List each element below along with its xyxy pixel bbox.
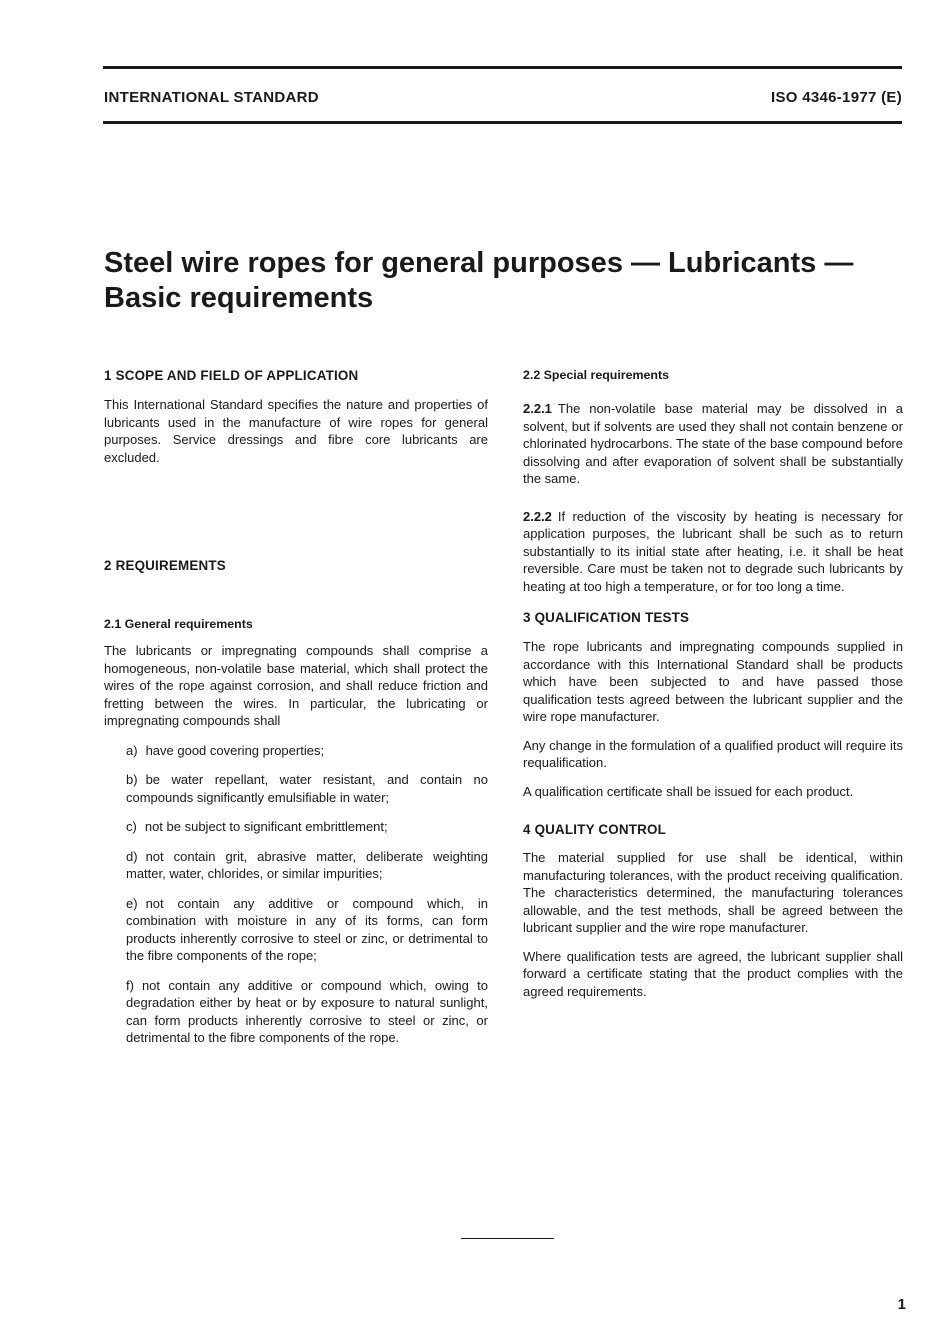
section-4-paragraph-1: The material supplied for use shall be identical, within manufacturing tolerances, with the product receiving qualification. The characteristics determined, the manufacturing tolerances allowable, and the test methods, shall be agreed between the lubricant supplier and the wire rope manufacturer.	[523, 850, 903, 935]
list-item: f) not contain any additive or compound which, owing to degradation either by heat or by exposure to natural sunlight, can form products inherently corrosive to steel or zinc, or detrimental to the fibre components of the rope.	[126, 977, 488, 1045]
section-1-text: This International Standard specifies the nature and properties of lubricants used in the manufacture of wire ropes for general purposes. Service dressings and fibre core lubricants are excluded.	[104, 397, 488, 465]
list-item: c) not be subject to significant embrittlement;	[126, 819, 388, 834]
list-item: d) not contain grit, abrasive matter, deliberate weighting matter, water, chlorides, or similar impurities;	[126, 848, 488, 881]
standard-number: ISO 4346-1977 (E)	[770, 89, 902, 106]
section-2-2-2-text: 2.2.2 If reduction of the viscosity by heating is necessary for application purposes, the lubricant shall be such as to return substantially to its initial state after heating, i.e. it shall be heat reversible. Care must be taken not to degrade such lubricants by heating at too high a temperature, or for too long a time.	[523, 508, 903, 594]
right-column	[523, 368, 903, 1000]
footer-rule	[461, 1238, 554, 1239]
document-title: Steel wire ropes for general purposes — Lubricants — Basic requirements	[104, 247, 854, 314]
document-type-label: INTERNATIONAL STANDARD	[104, 89, 319, 106]
section-3-paragraph-1: The rope lubricants and impregnating compounds supplied in accordance with this International Standard shall be products which have been subjected to and have passed those qualification tests agreed between the lubricant supplier and the wire rope manufacturer.	[523, 639, 903, 724]
section-2-2-heading: 2.2 Special requirements	[523, 368, 670, 382]
section-1-heading: 1 SCOPE AND FIELD OF APPLICATION	[104, 368, 359, 383]
section-3-paragraph-2: Any change in the formulation of a qualified product will require its requalification.	[523, 737, 903, 770]
list-item: b) be water repellant, water resistant, and contain no compounds significantly emulsifiable in water;	[126, 772, 488, 805]
section-3-heading: 3 QUALIFICATION TESTS	[523, 610, 690, 625]
header-bottom-rule	[103, 121, 902, 124]
list-item: a) have good covering properties;	[126, 742, 325, 758]
section-4-paragraph-2: Where qualification tests are agreed, the lubricant supplier shall forward a certificate stating that the product complies with the agreed requirements.	[523, 948, 903, 999]
section-4-heading: 4 QUALITY CONTROL	[523, 822, 667, 837]
list-item: e) not contain any additive or compound which, in combination with moisture in any of its forms, can form products inherently corrosive to steel or zinc, or detrimental to the fibre components of the rope;	[126, 895, 488, 963]
requirements-list	[104, 742, 488, 1047]
page-number: 1	[897, 1296, 906, 1313]
section-2-1-text: The lubricants or impregnating compounds shall comprise a homogeneous, non-volatile base material, which shall protect the wires of the rope against corrosion, and shall reduce friction and fretting between the wires. In particular, the lubricating or impregnating compounds shall	[104, 643, 488, 728]
section-2-heading: 2 REQUIREMENTS	[104, 558, 226, 573]
section-2-2-1-text: 2.2.1 The non-volatile base material may be dissolved in a solvent, but if solvents are used they shall not contain benzene or chlorinated hydrocarbons. The state of the base compound before dissolving and after evaporation of solvent shall be substantially the same.	[523, 401, 903, 486]
header-top-rule	[103, 66, 902, 69]
section-3-paragraph-3: A qualification certificate shall be issued for each product.	[523, 783, 854, 799]
left-column	[104, 368, 488, 1059]
section-2-1-heading: 2.1 General requirements	[104, 617, 253, 631]
